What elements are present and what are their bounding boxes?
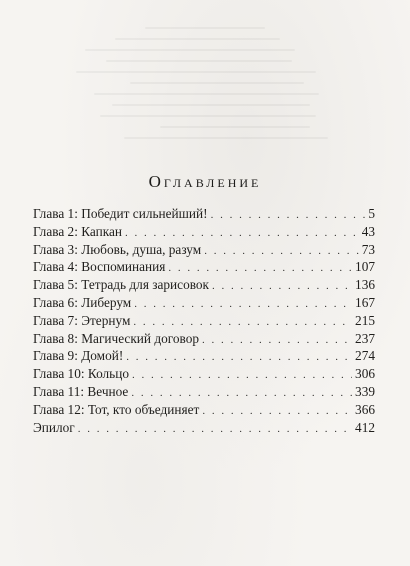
toc-entry-title: Глава 8: Магический договор	[33, 330, 200, 346]
toc-leader-dots	[133, 314, 352, 331]
toc-leader-dots	[211, 207, 366, 224]
toc-leader-dots	[168, 260, 352, 277]
toc-leader-dots	[134, 296, 352, 313]
toc-entry-title: Глава 10: Кольцо	[33, 366, 130, 382]
toc-entry-page-number: 366	[355, 401, 375, 417]
toc-entry	[33, 206, 375, 224]
table-of-contents	[33, 206, 375, 437]
toc-entry	[33, 313, 375, 331]
toc-entry	[33, 224, 375, 242]
toc-leader-dots	[204, 243, 359, 260]
toc-entry-title: Глава 3: Любовь, душа, разум	[33, 241, 202, 257]
toc-entry-title: Глава 12: Тот, кто объединяет	[33, 401, 200, 417]
toc-entry-page-number: 306	[355, 366, 375, 382]
toc-entry-page-number: 5	[368, 206, 375, 221]
toc-leader-dots	[78, 421, 352, 438]
toc-leader-dots	[132, 367, 352, 384]
toc-entry-title: Глава 2: Капкан	[33, 223, 123, 239]
toc-entry-title: Глава 4: Воспоминания	[33, 259, 166, 275]
toc-entry	[33, 402, 375, 420]
toc-entry	[33, 348, 375, 366]
toc-entry-page-number: 167	[355, 294, 375, 310]
toc-entry-title: Глава 5: Тетрадь для зарисовок	[33, 277, 210, 293]
toc-entry	[33, 295, 375, 313]
toc-entry-page-number: 136	[355, 277, 375, 293]
toc-entry-page-number: 237	[355, 330, 375, 346]
toc-entry	[33, 420, 375, 438]
toc-entry-title: Глава 6: Либерум	[33, 294, 132, 310]
toc-entry	[33, 277, 375, 295]
toc-leader-dots	[125, 225, 359, 242]
toc-entry-page-number: 107	[355, 259, 375, 275]
toc-entry-title: Глава 11: Вечное	[33, 383, 129, 399]
toc-entry	[33, 366, 375, 384]
toc-entry-page-number: 43	[361, 223, 375, 239]
bleed-through-text	[70, 18, 370, 188]
toc-leader-dots	[202, 332, 352, 349]
toc-entry-page-number: 215	[355, 312, 375, 328]
toc-leader-dots	[202, 403, 352, 420]
toc-entry-page-number: 412	[355, 419, 375, 435]
toc-entry	[33, 331, 375, 349]
toc-entry-page-number: 274	[355, 348, 375, 364]
toc-entry-page-number: 339	[355, 383, 375, 399]
page-title: Оглавление	[148, 172, 262, 191]
toc-entry	[33, 384, 375, 402]
toc-leader-dots	[212, 278, 352, 295]
toc-leader-dots	[126, 349, 352, 366]
toc-entry-title: Глава 9: Домой!	[33, 348, 124, 364]
toc-entry-page-number: 73	[361, 241, 375, 257]
toc-entry	[33, 242, 375, 260]
toc-entry-title: Эпилог	[33, 419, 75, 435]
toc-entry-title: Глава 1: Победит сильнейший!	[33, 206, 208, 221]
toc-entry-title: Глава 7: Этернум	[33, 312, 131, 328]
toc-entry	[33, 259, 375, 277]
toc-leader-dots	[131, 385, 352, 402]
